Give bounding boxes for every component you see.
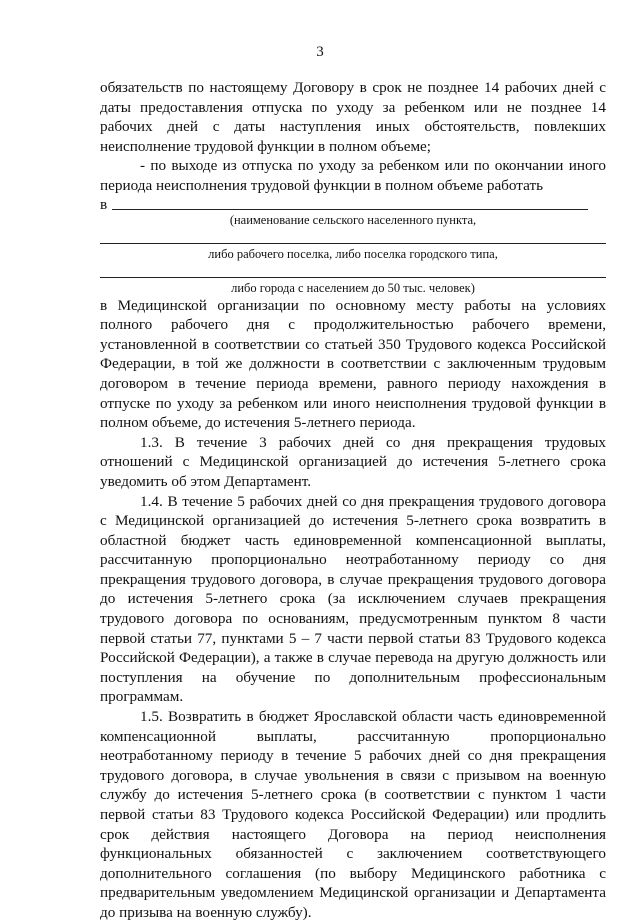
blank-field-1 xyxy=(100,195,606,213)
blank-prefix: в xyxy=(100,195,108,213)
intro-paragraph: обязательств по настоящему Договору в срок не позднее 14 рабочих дней с даты предоставления отпуска по уходу за ребенком или не позднее 14 рабочих дней с даты наступления иных обстоятельств, повлекших неисполнение трудовой функции в полном объеме; xyxy=(100,79,606,155)
blank-caption-3: либо города с населением до 50 тыс. человек) xyxy=(231,280,475,295)
page-number: 3 xyxy=(316,44,324,60)
blank-field-2 xyxy=(100,232,606,246)
item-1-4: 1.4. В течение 5 рабочих дней со дня прекращения трудового договора с Медицинской организацией до истечения 5-летнего срока возвратить в областной бюджет часть единовременной компенсационной выплаты, рассчитанную пропорционально неотработанному периоду со дня прекращения трудового договора, в случае прекращения трудового договора до истечения 5-летнего срока (за исключением случаев прекращения трудового договора по основаниям, предусмотренным пунктом 8 части первой статьи 77, пунктами 5 – 7 части первой статьи 83 Трудового кодекса Российской Федерации), а также в случае перевода на другую должность или поступления на обучение по дополнительным профессиональным программам. xyxy=(100,492,606,706)
blank-underline-3 xyxy=(100,277,606,278)
item-1-3: 1.3. В течение 3 рабочих дней со дня прекращения трудовых отношений с Медицинской организацией до истечения 5-летнего срока уведомить об этом Департамент. xyxy=(100,433,606,490)
blank-caption-2: либо рабочего поселка, либо поселка городского типа, xyxy=(208,246,498,261)
continuation-paragraph: в Медицинской организации по основному месту работы на условиях полного рабочего дня с продолжительностью рабочего времени, установленной в соответствии со статьей 350 Трудового кодекса Российской Федерации, в той же должности в соответствии с заключенным трудовым договором в течение периода времени, равного периоду нахождения в отпуске по уходу за ребенком или иного неисполнения трудовой функции в полном объеме, до истечения 5-летнего периода. xyxy=(100,296,606,432)
dash-paragraph: - по выходе из отпуска по уходу за ребенком или по окончании иного периода неисполнения трудовой функции в полном объеме работать xyxy=(100,157,606,194)
document-body xyxy=(100,78,606,923)
item-1-5: 1.5. Возвратить в бюджет Ярославской области часть единовременной компенсационной выплаты, рассчитанную пропорционально неотработанному периоду в течение 5 рабочих дней со дня прекращения трудового договора, в случае увольнения в связи с призывом на военную службу до истечения 5-летнего срока (в соответствии с пунктом 1 части первой статьи 83 Трудового кодекса Российской Федерации) или продлить срок действия настоящего Договора на период неисполнения функциональных обязанностей с заключением соответствующего дополнительного соглашения (по выбору Медицинского работника с предварительным уведомлением Медицинской организации и Департамента до призыва на военную службу). xyxy=(100,708,606,921)
blank-underline-2 xyxy=(100,243,606,244)
blank-field-3 xyxy=(100,266,606,280)
blank-underline-1 xyxy=(112,209,588,210)
blank-caption-1: (наименование сельского населенного пункта, xyxy=(229,212,477,227)
